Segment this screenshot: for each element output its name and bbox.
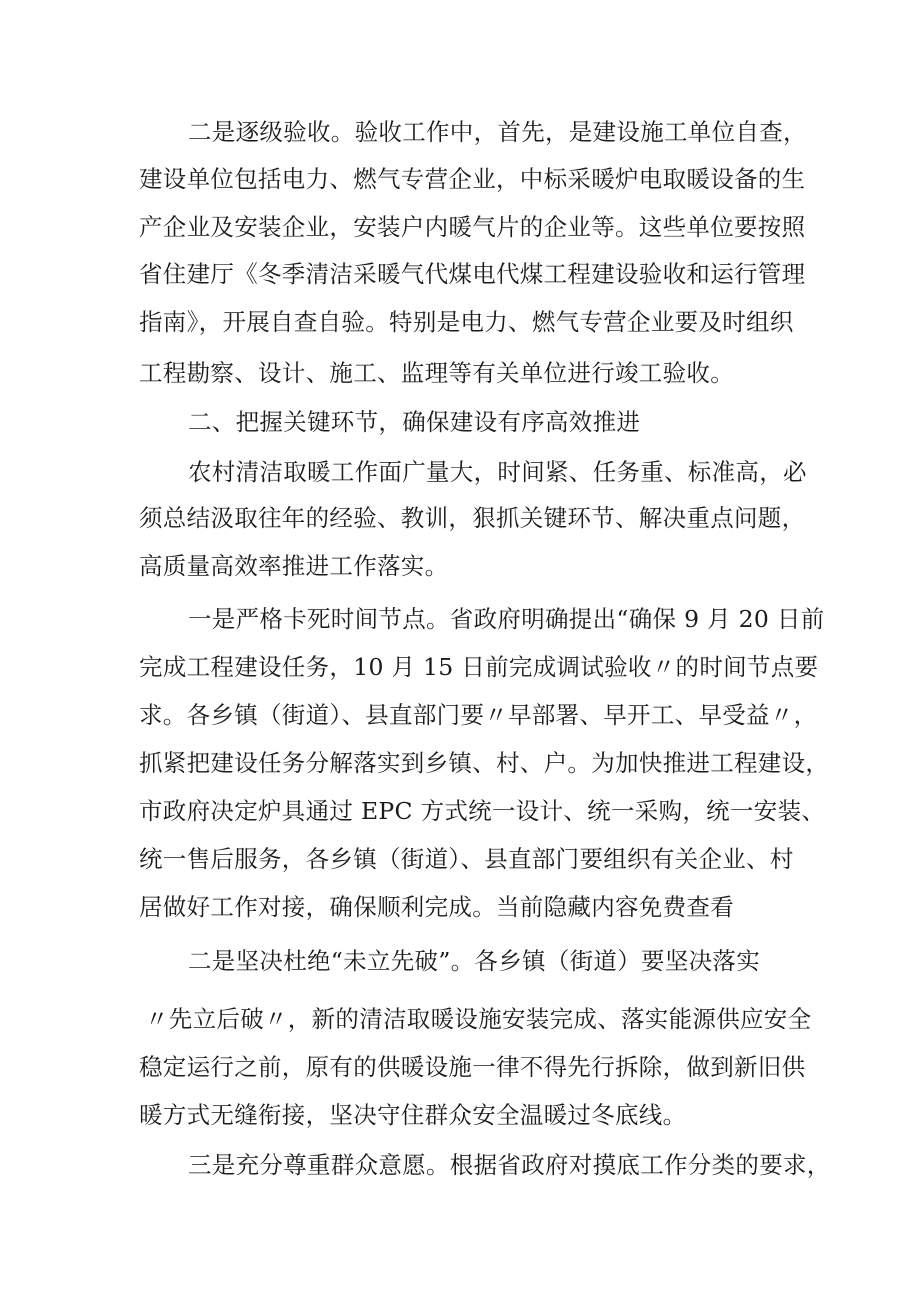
paragraph-line: 指南》，开展自查自验。特别是电力、燃气专营企业要及时组织 [139, 308, 794, 336]
paragraph-line: 三是充分尊重群众意愿。根据省政府对摸底工作分类的要求， [188, 1151, 831, 1179]
paragraph-line: 高质量高效率推进工作落实。 [139, 552, 449, 580]
paragraph-line: 省住建厅《冬季清洁采暖气代煤电代煤工程建设验收和运行管理 [139, 260, 806, 288]
paragraph-line: 暖方式无缝衔接，坚决守住群众安全温暖过冬底线。 [139, 1101, 687, 1129]
paragraph-line: 产企业及安装企业，安装户内暖气片的企业等。这些单位要按照 [139, 213, 806, 241]
paragraph-line: 稳定运行之前，原有的供暖设施一律不得先行拆除，做到新旧供 [139, 1053, 806, 1081]
paragraph-line: 市政府决定炉具通过 EPC 方式统一设计、统一采购，统一安装、 [139, 797, 826, 825]
paragraph-line: 二是逐级验收。验收工作中，首先，是建设施工单位自查， [188, 118, 807, 146]
paragraph-line: 建设单位包括电力、燃气专营企业，中标采暖炉电取暖设备的生 [139, 165, 806, 193]
paragraph-line: 工程勘察、设计、施工、监理等有关单位进行竣工验收。 [139, 359, 734, 387]
paragraph-line: 二是坚决杜绝“未立先破”。各乡镇（街道）要坚决落实 [188, 947, 761, 975]
paragraph-line: 须总结汲取往年的经验、教训，狠抓关键环节、解决重点问题， [139, 504, 806, 532]
paragraph-line: 居做好工作对接，确保顺利完成。当前隐藏内容免费查看 [139, 893, 734, 921]
section-heading: 二、把握关键环节，确保建设有序高效推进 [188, 408, 641, 436]
paragraph-line: 抓紧把建设任务分解落实到乡镇、村、户。为加快推进工程建设， [139, 749, 830, 777]
paragraph-line: 一是严格卡死时间节点。省政府明确提出“确保 9 月 20 日前 [188, 605, 825, 633]
paragraph-line: 完成工程建设任务，10 月 15 日前完成调试验收〃的时间节点要 [139, 653, 819, 681]
paragraph-line: 统一售后服务，各乡镇（街道）、县直部门要组织有关企业、村 [139, 845, 794, 873]
paragraph-line: 〃先立后破〃，新的清洁取暖设施安装完成、落实能源供应安全 [145, 1005, 812, 1033]
paragraph-line: 农村清洁取暖工作面广量大，时间紧、任务重、标准高，必 [188, 458, 807, 486]
paragraph-line: 求。各乡镇（街道）、县直部门要〃早部署、早开工、早受益〃， [139, 701, 818, 729]
